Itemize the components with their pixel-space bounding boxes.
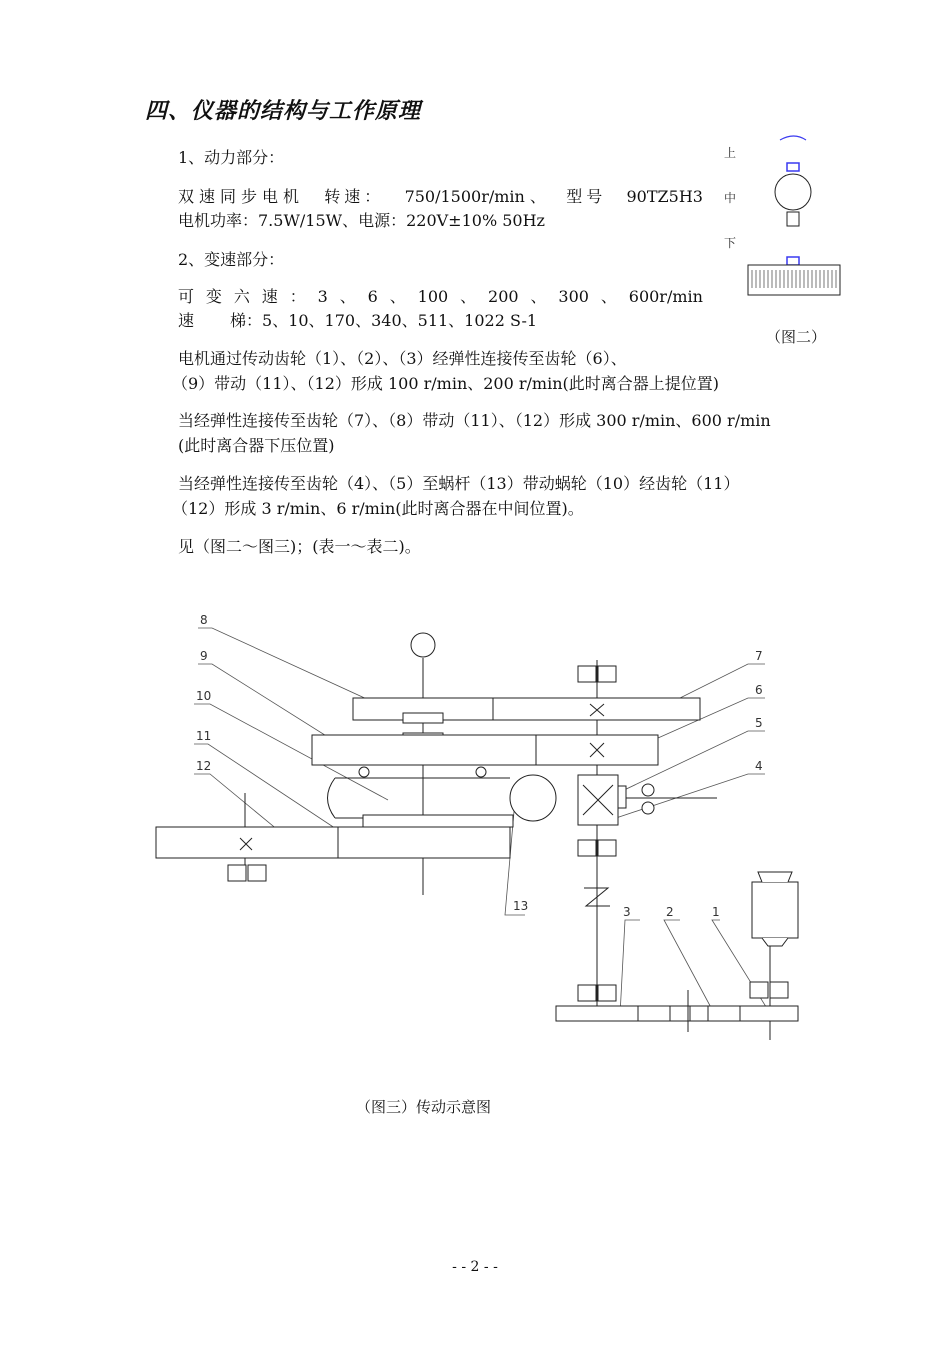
part-label-8: 8: [200, 613, 208, 627]
gear-2-bearing: [670, 1006, 688, 1021]
gear-11: [338, 827, 510, 858]
shear-rate-values: 梯：5、10、170、340、511、1022 S-1: [230, 311, 538, 330]
speed-sep: 、: [389, 287, 406, 306]
gear-2: [638, 1006, 740, 1021]
label-top: 上: [724, 146, 737, 160]
clutch-upper: [403, 713, 443, 723]
para2-line1: 当经弹性连接传至齿轮（7）、（8）带动（11）、（12）形成 300 r/min、600 r/min: [178, 411, 771, 430]
gear-3: [556, 1006, 638, 1021]
clutch-lower-collar: [787, 257, 799, 265]
figure3-transmission-diagram: [150, 610, 810, 1050]
clutch-ball: [775, 174, 811, 210]
para3-line1: 当经弹性连接传至齿轮（4）、（5）至蜗杆（13）带动蜗轮（10）经齿轮（11）: [178, 474, 740, 493]
part-label-10: 10: [196, 689, 212, 703]
bearing: [642, 784, 654, 796]
label-bottom: 下: [724, 236, 737, 250]
speed-char: 速: [261, 287, 278, 306]
page-number: - - 2 - -: [452, 1259, 498, 1275]
speed-value: 600r/min: [628, 287, 703, 306]
worm-13: [510, 775, 556, 821]
motor: [752, 882, 798, 938]
part-label-5: 5: [755, 716, 763, 730]
clutch-top-arc: [780, 136, 806, 140]
part-label-6: 6: [755, 683, 763, 697]
gear-block: [748, 265, 840, 295]
speed-char: ：: [289, 287, 306, 306]
para2-line2: (此时离合器下压位置): [178, 436, 335, 455]
gear-11-hub: [363, 815, 513, 827]
speed-value: 750/1500r/min 、: [404, 187, 546, 206]
shear-rate-line: [178, 309, 537, 333]
speed-char: 可: [178, 287, 195, 306]
para3-line2: （12）形成 3 r/min、6 r/min(此时离合器在中间位置)。: [172, 499, 584, 518]
motor-base: [762, 938, 788, 946]
speed-heading: 2、变速部分：: [178, 250, 285, 269]
bearing-pair-motor: [750, 982, 788, 998]
speed-value: 6: [367, 287, 378, 306]
speed-char: 六: [233, 287, 250, 306]
bearing: [476, 767, 486, 777]
motor-cap: [758, 872, 792, 882]
model-label: 型号: [566, 187, 607, 206]
label-middle: 中: [724, 191, 737, 205]
figure2-clutch-diagram: [720, 130, 850, 310]
see-reference: 见（图二～图三)；(表一～表二)。: [178, 537, 421, 556]
motor-power-line: 电机功率：7.5W/15W、电源：220V±10% 50Hz: [178, 211, 545, 230]
speed-label: 转速：: [324, 187, 385, 206]
para1-line1: 电机通过传动齿轮（1）、（2）、（3）经弹性连接传至齿轮（6）、: [178, 349, 627, 368]
model-value: 90TZ5H3: [626, 187, 703, 206]
part-label-2: 2: [666, 905, 674, 919]
clutch-upper-collar: [787, 163, 799, 171]
shear-label-char: 速: [178, 311, 195, 330]
motor-spec-line: [178, 185, 703, 209]
bearing: [642, 802, 654, 814]
part-label-4: 4: [755, 759, 763, 773]
figure2-caption: （图二）: [766, 328, 827, 346]
para1-line2: （9）带动（11）、（12）形成 100 r/min、200 r/min(此时离合器上提位置): [172, 374, 719, 393]
worm-wheel-left-curve: [328, 778, 336, 818]
gear-9: [312, 735, 536, 765]
power-heading: 1、动力部分：: [178, 148, 285, 167]
part-label-13: 13: [513, 899, 529, 913]
handle-knob: [411, 633, 435, 657]
part-label-11: 11: [196, 729, 212, 743]
motor-type-text: 双速同步电机: [178, 187, 305, 206]
speed-char: 变: [205, 287, 222, 306]
part-label-12: 12: [196, 759, 212, 773]
speed-list-line: [178, 285, 703, 309]
gear-5-hub: [618, 786, 626, 808]
speed-value: 300: [558, 287, 589, 306]
gear-2-bearing: [690, 1006, 708, 1021]
figure3-caption: （图三）传动示意图: [356, 1098, 492, 1116]
part-label-3: 3: [623, 905, 631, 919]
part-label-7: 7: [755, 649, 763, 663]
page-title: 四、仪器的结构与工作原理: [145, 98, 422, 124]
bearing: [359, 767, 369, 777]
speed-value: 200: [488, 287, 519, 306]
speed-sep: 、: [339, 287, 356, 306]
speed-value: 100: [417, 287, 449, 306]
gear-1: [740, 1006, 798, 1021]
speed-value: 3: [317, 287, 328, 306]
part-label-1: 1: [712, 905, 720, 919]
speed-sep: 、: [530, 287, 547, 306]
bearing-pair-output: [228, 865, 266, 881]
speed-sep: 、: [600, 287, 617, 306]
clutch-shaft: [787, 212, 799, 226]
speed-sep: 、: [460, 287, 477, 306]
part-label-9: 9: [200, 649, 208, 663]
